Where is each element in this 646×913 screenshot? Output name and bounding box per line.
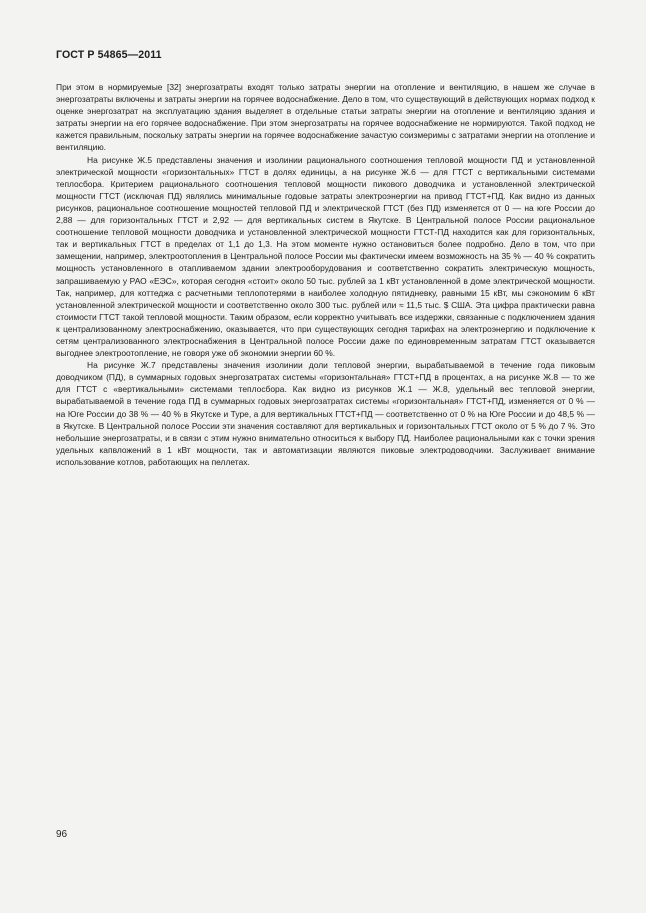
paragraph: При этом в нормируемые [32] энергозатраты входят только затраты энергии на отопление и вентиляцию, в нашем же случае в энергозатраты включены и затраты энергии на горячее водоснабжение. Дело в том, что существующий в действующих нормах подход к оценке энергозатрат на эксплуатацию здания выделяет в отдельные статьи затраты энергии на отопление и вентиляцию здания и затраты энергии на его горячее водоснабжение. При этом энергозатраты на горячее водоснабжение не нормируются. Такой подход не кажется правильным, поскольку затраты энергии на горячее водоснабжение зачастую соизмеримы с затратами энергии на отопление и вентиляцию.: [56, 82, 595, 153]
standard-header: ГОСТ Р 54865—2011: [56, 49, 162, 61]
paragraph: На рисунке Ж.5 представлены значения и изолинии рационального соотношения тепловой мощности ПД и установленной электрической мощности «горизонтальных» ГТСТ в долях единицы, а на рисунке Ж.6 — для ГТСТ с вертикальными системами теплосбора. Критерием рационального соотношения тепловой мощности пикового доводчика и установленной электрической мощности ГТСТ (исключая ПД) являлись минимальные годовые затраты электроэнергии на привод ГТСТ+ПД. Как видно из данных рисунков, рациональное соотношение мощностей тепловой ПД и электрической ГТСТ (без ПД) изменяется от 0 — на юге России до 2,88 — для горизонтальных ГТСТ и 2,92 — для вертикальных систем в Якутске. В Центральной полосе России рациональное соотношение тепловой мощности доводчика и установленной электрической мощности ГТСТ-ПД находится как для горизонтальных, так и вертикальных ГТСТ в пределах от 1,1 до 1,3. На этом моменте нужно остановиться более подробно. Дело в том, что при замещении, например, электроотопления в Центральной полосе России мы фактически имеем возможность на 35 % — 40 % сократить мощность установленного в отапливаемом здании электрооборудования и соответственно сократить электрическую мощность, запрашиваемую у РАО «ЕЭС», которая сегодня «стоит» около 50 тыс. рублей за 1 кВт установленной в доме электрической мощности. Так, например, для коттеджа с расчетными теплопотерями в наиболее холодную пятидневку, равными 15 кВт, мы сэкономим 6 кВт установленной электрической мощности и соответственно около 300 тыс. рублей или ≈ 11,5 тыс. $ США. Эта цифра практически равна стоимости ГТСТ такой тепловой мощности. Таким образом, если корректно учитывать все издержки, связанные с подключением здания к централизованному электроснабжению, оказывается, что при существующих сегодня тарифах на электроэнергию и подключение к сетям централизованного электроснабжения в Центральной полосе России даже по единовременным затратам ГТСТ оказывается выгоднее электроотопление, не говоря уже об экономии энергии 60 %.: [56, 154, 595, 359]
page-number: 96: [56, 829, 68, 840]
body-text: [56, 81, 595, 468]
paragraph: На рисунке Ж.7 представлены значения изолинии доли тепловой энергии, вырабатываемой в течение года пиковым доводчиком (ПД), в суммарных годовых энергозатратах системы «горизонтальная» ГТСТ+ПД в процентах, а на рисунке Ж.8 — то же для ГТСТ с «вертикальными» системами теплосбора. Как видно из рисунков Ж.1 — Ж.8, удельный вес тепловой энергии, вырабатываемой в течение года ПД в суммарных годовых энергозатратах системы «горизонтальная» ГТСТ+ПД, изменяется от 0 % — на Юге России до 38 % — 40 % в Якутске и Туре, а для вертикальных ГТСТ+ПД — соответственно от 0 % на Юге России и до 48,5 % — в Якутске. В Центральной полосе России эти значения составляют для вертикальных и горизонтальных ГТСТ около от 5 % до 7 %. Это небольшие энергозатраты, и в связи с этим нужно внимательно относиться к выбору ПД. Наиболее рациональными как с точки зрения удельных капвложений в 1 кВт мощности, так и автоматизации являются пиковые электродоводчики. Заслуживает внимание использование котлов, работающих на пеллетах.: [56, 360, 595, 467]
